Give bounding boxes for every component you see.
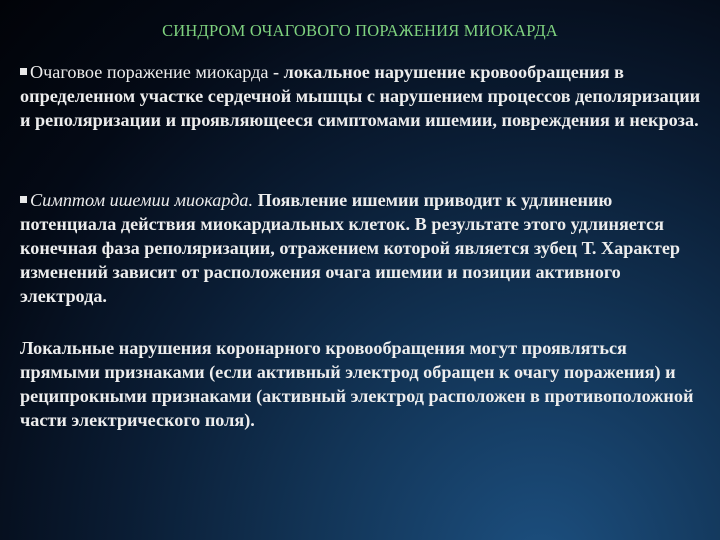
paragraph-focal-lesion [20, 60, 710, 132]
slide-title: СИНДРОМ ОЧАГОВОГО ПОРАЖЕНИЯ МИОКАРДА [162, 21, 558, 40]
bullet-icon [20, 196, 27, 203]
paragraph-2-text: Появление ишемии приводит к удлинению потенциала действия миокардиальных клеток. В результате этого удлиняется конечная фаза реполяризации, отражением которой является зубец Т. Характер изменений зависит от расположения очага ишемии и позиции активного электрода. [20, 190, 681, 307]
paragraph-ischemia-symptom [20, 188, 710, 308]
bullet-icon [20, 68, 27, 75]
paragraph-local-disorders [20, 336, 710, 432]
paragraph-1-text: - локальное нарушение кровообращения в определенном участке сердечной мышцы с нарушением процессов деполяризации и реполяризации и проявляющееся симптомами ишемии, повреждения и некроза. [20, 62, 701, 131]
paragraph-2-lead: Симптом ишемии миокарда. [30, 190, 254, 210]
paragraph-1-lead: Очаговое поражение миокарда [30, 62, 269, 82]
paragraph-3-text: Локальные нарушения коронарного кровообращения могут проявляться прямыми признаками (если активный электрод обращен к очагу поражения) и реципрокными признаками (активный электрод расположен в противоположной части электрического поля). [20, 338, 694, 431]
